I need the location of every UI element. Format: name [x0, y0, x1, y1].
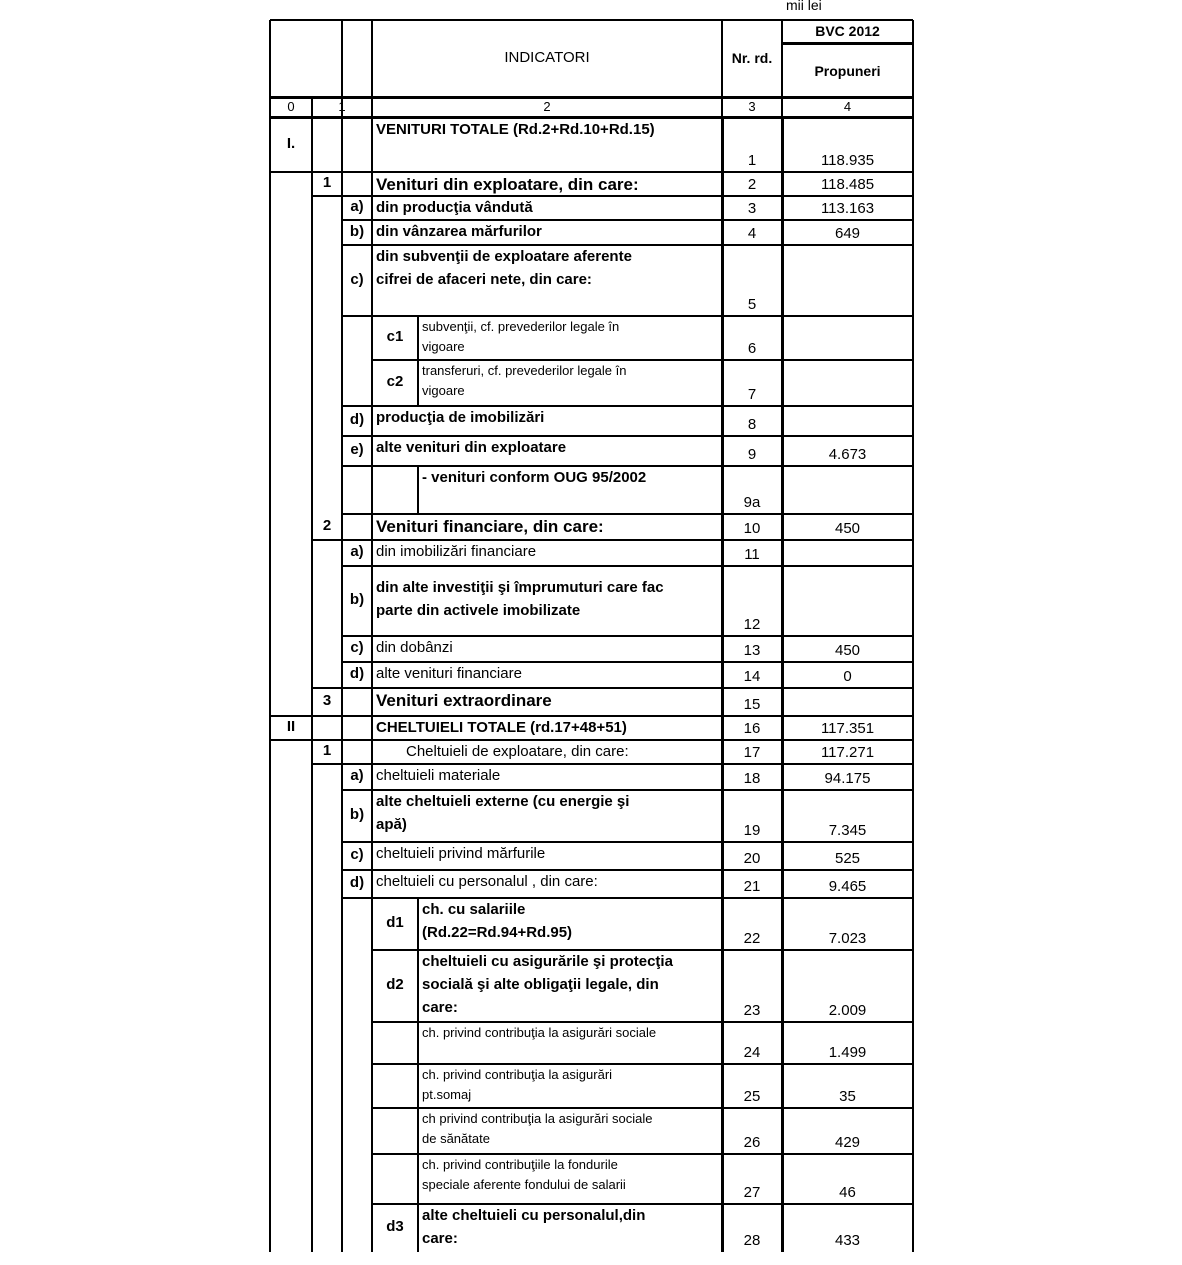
row-nr-22: 22 — [743, 930, 761, 947]
row-text-19: alte cheltuieli externe (cu energie şi — [376, 793, 630, 810]
col-0-right-line — [311, 117, 313, 1252]
row-nr-7: 7 — [747, 386, 757, 403]
row-text-18: cheltuieli materiale — [376, 767, 501, 784]
row-value-14: 0 — [843, 668, 852, 685]
row-text-6: vigoare — [422, 339, 465, 354]
row-text-8: producţia de imobilizări — [376, 409, 545, 426]
row-value-25: 35 — [839, 1088, 856, 1105]
row-marker-letter: d) — [349, 874, 365, 891]
row-value-26: 429 — [834, 1134, 861, 1151]
row-marker-number: 1 — [322, 174, 332, 191]
row-nr-12: 12 — [743, 616, 761, 633]
row-value-16: 117.351 — [820, 720, 875, 737]
row-line — [342, 465, 913, 467]
column-number-2: 2 — [543, 99, 551, 114]
row-marker-roman: II — [286, 718, 296, 735]
row-text-10: Venituri financiare, din care: — [376, 517, 604, 536]
header-bvc-2012: BVC 2012 — [815, 23, 880, 39]
row-marker-letter: a) — [350, 767, 364, 784]
row-line — [342, 244, 913, 246]
row-line — [312, 687, 913, 689]
row-nr-3: 3 — [747, 200, 757, 217]
row-value-9: 4.673 — [828, 446, 867, 463]
row-text-7: vigoare — [422, 383, 465, 398]
row-nr-18: 18 — [743, 770, 761, 787]
header-nr-rd: Nr. rd. — [731, 50, 773, 66]
row-line — [270, 739, 913, 741]
row-nr-26: 26 — [743, 1134, 761, 1151]
row-marker-sub: d2 — [386, 976, 404, 993]
nr-right-line — [781, 117, 784, 1252]
col-0-left-line — [269, 117, 271, 1252]
row-text-20: cheltuieli privind mărfurile — [376, 845, 546, 862]
row-line — [312, 539, 913, 541]
row-nr-19: 19 — [743, 822, 761, 839]
row-value-2: 118.485 — [820, 176, 875, 193]
row-value-18: 94.175 — [824, 770, 871, 787]
row-text-25: pt.somaj — [422, 1087, 472, 1102]
row-line — [342, 841, 913, 843]
row-value-17: 117.271 — [820, 744, 875, 761]
row-line — [312, 195, 913, 197]
row-text-23: care: — [422, 999, 458, 1016]
header-propuneri: Propuneri — [814, 63, 881, 79]
row-text-12: parte din activele imobilizate — [376, 602, 581, 619]
row-nr-15: 15 — [743, 696, 761, 713]
row-value-1: 118.935 — [820, 152, 875, 169]
row-marker-letter: e) — [350, 441, 364, 458]
row-marker-letter: d) — [349, 665, 365, 682]
row-marker-letter: c) — [350, 270, 364, 288]
row-nr-4: 4 — [747, 225, 757, 242]
row-text-23: socială şi alte obligaţii legale, din — [422, 976, 659, 993]
row-line — [342, 513, 913, 515]
row-line — [312, 763, 913, 765]
row-nr-20: 20 — [743, 850, 761, 867]
row-nr-9: 9 — [747, 446, 757, 463]
row-marker-sub: d1 — [386, 914, 404, 931]
row-line — [372, 1203, 913, 1205]
header-indicatori: INDICATORI — [504, 49, 590, 66]
row-value-3: 113.163 — [820, 200, 875, 217]
row-nr-16: 16 — [743, 720, 761, 737]
row-line — [342, 789, 913, 791]
row-marker-sub: d3 — [386, 1218, 404, 1235]
row-marker-number: 2 — [322, 517, 332, 534]
row-marker-roman: I. — [286, 135, 296, 152]
row-text-4: din vânzarea mărfurilor — [376, 223, 542, 240]
row-text-19: apă) — [376, 816, 407, 833]
row-marker-letter: a) — [350, 543, 364, 560]
row-text-27: ch. privind contribuţiile la fondurile — [422, 1157, 618, 1172]
column-number-1: 1 — [338, 99, 346, 114]
col-2-right-line — [371, 117, 373, 1252]
bvc-divider-line — [782, 42, 913, 45]
row-value-27: 46 — [839, 1184, 856, 1201]
row-nr-11: 11 — [744, 546, 760, 563]
text-right-line — [721, 117, 724, 1252]
row-text-26: de sănătate — [422, 1131, 490, 1146]
row-text-5: din subvenţii de exploatare aferente — [376, 248, 632, 265]
row-text-13: din dobânzi — [376, 639, 453, 656]
row-text-2: Venituri din exploatare, din care: — [376, 175, 639, 194]
row-nr-2: 2 — [747, 176, 757, 193]
row-value-20: 525 — [834, 850, 861, 867]
header-bottom-line — [270, 96, 913, 99]
row-line — [418, 1107, 913, 1109]
row-nr-9a: 9a — [743, 494, 761, 511]
row-nr-25: 25 — [743, 1088, 761, 1105]
row-marker-letter: b) — [349, 591, 365, 608]
row-text-27: speciale aferente fondului de salarii — [422, 1177, 626, 1192]
row-line — [342, 565, 913, 567]
row-value-23: 2.009 — [828, 1002, 867, 1019]
row-text-22: (Rd.22=Rd.94+Rd.95) — [422, 924, 573, 941]
row-marker-letter: b) — [349, 806, 365, 823]
row-line — [342, 661, 913, 663]
unit-label: mii lei — [786, 0, 822, 13]
row-value-13: 450 — [834, 642, 861, 659]
row-nr-28: 28 — [743, 1232, 761, 1249]
row-nr-21: 21 — [743, 878, 761, 895]
row-nr-17: 17 — [743, 744, 761, 761]
row-marker-letter: d) — [349, 411, 365, 428]
row-text-7: transferuri, cf. prevederilor legale în — [422, 363, 627, 378]
row-text-22: ch. cu salariile — [422, 901, 526, 918]
header-col-line — [269, 20, 271, 97]
row-nr-1: 1 — [747, 152, 757, 169]
row-line — [372, 949, 913, 951]
row-text-28: care: — [422, 1230, 458, 1247]
row-value-24: 1.499 — [828, 1044, 867, 1061]
row-value-4: 649 — [834, 225, 861, 242]
row-line — [418, 1153, 913, 1155]
row-text-21: cheltuieli cu personalul , din care: — [376, 873, 598, 890]
row-text-11: din imobilizări financiare — [376, 543, 537, 560]
row-line — [270, 171, 913, 173]
row-line — [270, 117, 913, 119]
row-text-12: din alte investiţii şi împrumuturi care fac — [376, 579, 664, 596]
row-nr-6: 6 — [747, 340, 757, 357]
row-line — [342, 635, 913, 637]
row-text-24: ch. privind contribuţia la asigurări sociale — [422, 1025, 657, 1040]
row-text-5: cifrei de afaceri nete, din care: — [376, 271, 592, 288]
row-text-9a: - venituri conform OUG 95/2002 — [422, 469, 647, 486]
row-text-26: ch privind contribuţia la asigurări sociale — [422, 1111, 653, 1126]
row-value-10: 450 — [834, 520, 861, 537]
row-text-1: VENITURI TOTALE (Rd.2+Rd.10+Rd.15) — [376, 121, 655, 138]
row-nr-14: 14 — [743, 668, 761, 685]
row-marker-number: 1 — [322, 742, 332, 759]
row-nr-24: 24 — [743, 1044, 761, 1061]
row-text-14: alte venituri financiare — [376, 665, 522, 682]
row-text-25: ch. privind contribuţia la asigurări — [422, 1067, 613, 1082]
row-marker-letter: a) — [350, 198, 364, 215]
row-marker-sub: c2 — [386, 373, 404, 390]
row-marker-sub: c1 — [386, 328, 404, 345]
row-text-16: CHELTUIELI TOTALE (rd.17+48+51) — [376, 719, 627, 736]
header-top-line — [270, 19, 913, 21]
row-line — [342, 219, 913, 221]
column-number-0: 0 — [287, 99, 295, 114]
row-text-23: cheltuieli cu asigurările şi protecţia — [422, 953, 673, 970]
row-marker-letter: c) — [350, 846, 364, 863]
row-value-21: 9.465 — [828, 878, 867, 895]
row-line — [342, 869, 913, 871]
row-line — [342, 435, 913, 437]
row-marker-letter: c) — [350, 639, 364, 656]
row-nr-27: 27 — [743, 1184, 761, 1201]
row-line — [270, 715, 913, 717]
column-number-4: 4 — [843, 99, 852, 114]
table-right-line — [912, 117, 914, 1252]
row-marker-letter: b) — [349, 222, 365, 240]
row-line — [372, 1021, 913, 1023]
col-3-right-line — [417, 898, 419, 1252]
row-line — [372, 359, 913, 361]
row-marker-number: 3 — [322, 692, 332, 709]
row-value-28: 433 — [834, 1232, 861, 1249]
row-line — [418, 1063, 913, 1065]
row-line — [342, 315, 913, 317]
row-line — [342, 897, 913, 899]
column-number-3: 3 — [748, 99, 756, 114]
row-text-3: din producţia vândută — [376, 199, 533, 216]
row-nr-23: 23 — [743, 1002, 761, 1019]
row-nr-10: 10 — [743, 520, 761, 537]
row-nr-8: 8 — [747, 416, 757, 433]
row-text-17: Cheltuieli de exploatare, din care: — [406, 743, 629, 760]
row-text-9: alte venituri din exploatare — [376, 439, 567, 456]
row-value-19: 7.345 — [828, 822, 867, 839]
col-1-right-line — [341, 117, 343, 1252]
row-nr-13: 13 — [743, 642, 761, 659]
row-text-6: subvenţii, cf. prevederilor legale în — [422, 319, 620, 334]
row-line — [342, 405, 913, 407]
row-text-28: alte cheltuieli cu personalul,din — [422, 1207, 646, 1224]
row-nr-5: 5 — [747, 296, 757, 313]
row-text-15: Venituri extraordinare — [376, 691, 552, 710]
header-col-line — [341, 20, 343, 97]
col-3-right-line — [417, 466, 419, 514]
row-value-22: 7.023 — [828, 930, 867, 947]
